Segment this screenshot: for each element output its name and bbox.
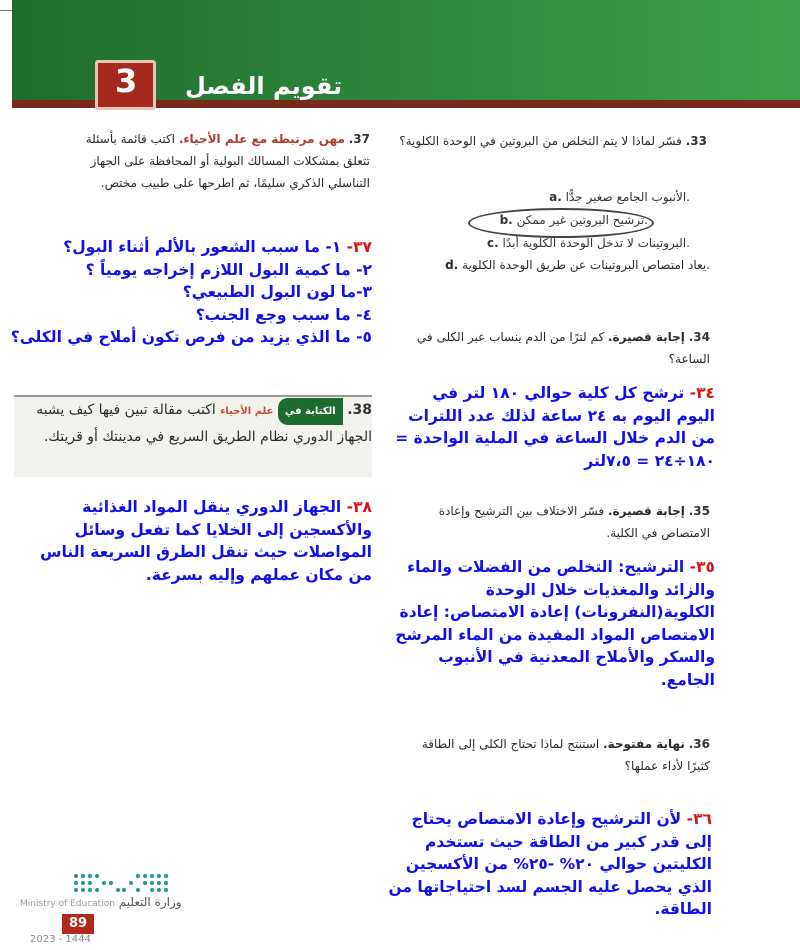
question-35: 35. إجابة قصيرة. فسّر الاختلاف بين الترشيح وإعادة الامتصاص في الكلية.: [438, 504, 710, 540]
page-title: تقويم الفصل: [185, 72, 343, 100]
answer-circle-mark: [468, 208, 654, 238]
career-tag: مهن مرتبطة مع علم الأحياء.: [178, 132, 345, 146]
ministry-logo-icon: [66, 870, 176, 898]
answer-35: ٣٥- الترشيح: التخلص من الفضلات والماء والزائد والمغذيات خلال الوحدة الكلوية(النفرونات) إعادة الامتصاص: إعادة الامتصاص المواد المفيدة من الماء المرشح والسكر والأملاح المعدنية في الأنبوب الجامع.: [395, 558, 715, 689]
question-number: 33.: [685, 134, 707, 148]
answer-36: ٣٦- لأن الترشيح وإعادة الامتصاص يحتاج إلى قدر كبير من الطاقة حيث تستخدم الكليتين حوالي ٢٠% -٢٥% من الأكسجين الذي يحصل عليه الجسم لسد احتياجاتها من الطاقة.: [388, 810, 712, 918]
question-text: فسّر لماذا لا يتم التخلص من البروتين في الوحدة الكلوية؟: [399, 134, 682, 148]
question-33: [385, 130, 707, 152]
edition-year: 2023 - 1444: [30, 934, 91, 945]
answer-37-line-5: ٥- ما الذي يزيد من فرص تكون أملاح في الكلى؟: [10, 328, 372, 346]
writing-badge: الكتابة في: [278, 398, 343, 425]
answer-37-line-2: ٢- ما كمية البول اللازم إخراجه يومياً ؟: [85, 260, 372, 279]
answer-38: ٣٨- الجهاز الدوري ينقل المواد الغذائية والأكسجين إلى الخلايا كما تفعل وسائل المواصلات حيث تنقل الطرق السريعة الناس من مكان عملهم وإليه بسرعة.: [40, 498, 372, 584]
option-c: c. البروتينات لا تدخل الوحدة الكلوية أبدًا.: [486, 236, 690, 250]
answer-37-line-3: ٣-ما لون البول الطبيعي؟: [182, 283, 372, 301]
page-number: 89: [62, 914, 94, 934]
answer-37-line-1: ٣٧- ١- ما سبب الشعور بالألم أثناء البول؟: [63, 238, 372, 256]
option-b: b. ترشيح البروتين غير ممكن.: [499, 213, 648, 227]
ministry-name: وزارة التعليم Ministry of Education: [20, 895, 182, 909]
question-36: 36. نهاية مفتوحة. استنتج لماذا تحتاج الكلى إلى الطاقة كثيرًا لأداء عملها؟: [421, 737, 710, 773]
option-d: d. يعاد امتصاص البروتينات عن طريق الوحدة الكلوية.: [445, 258, 710, 272]
question-37: 37. مهن مرتبطة مع علم الأحياء. اكتب قائمة بأسئلة تتعلق بمشكلات المسالك البولية أو المحافظة على الجهاز التناسلي الذكري سليمًا، ثم اطرحها على طبيب مختص.: [85, 132, 370, 190]
answer-37: [0, 236, 372, 349]
writing-badge-sub: علم الأحياء: [220, 406, 274, 417]
question-38: 38. الكتابة في علم الأحياء اكتب مقالة تبين فيها كيف يشبه الجهاز الدوري نظام الطريق السريع في مدينتك أو قريتك.: [22, 398, 372, 450]
option-a: a. الأنبوب الجامع صغير جدًّا.: [549, 190, 690, 204]
answer-34: ٣٤- ترشح كل كلية حوالي ١٨٠ لتر في اليوم اليوم به ٢٤ ساعة لذلك عدد اللترات من الدم خلال الساعة في الملية الواحدة = ١٨٠÷٢٤ = ٧،٥لتر: [395, 384, 715, 470]
chapter-number: 3: [115, 62, 138, 100]
question-34: 34. إجابة قصيرة. كم لترًا من الدم ينساب عبر الكلى في الساعة؟: [416, 330, 710, 366]
answer-37-line-4: ٤- ما سبب وجع الجنب؟: [195, 305, 372, 324]
